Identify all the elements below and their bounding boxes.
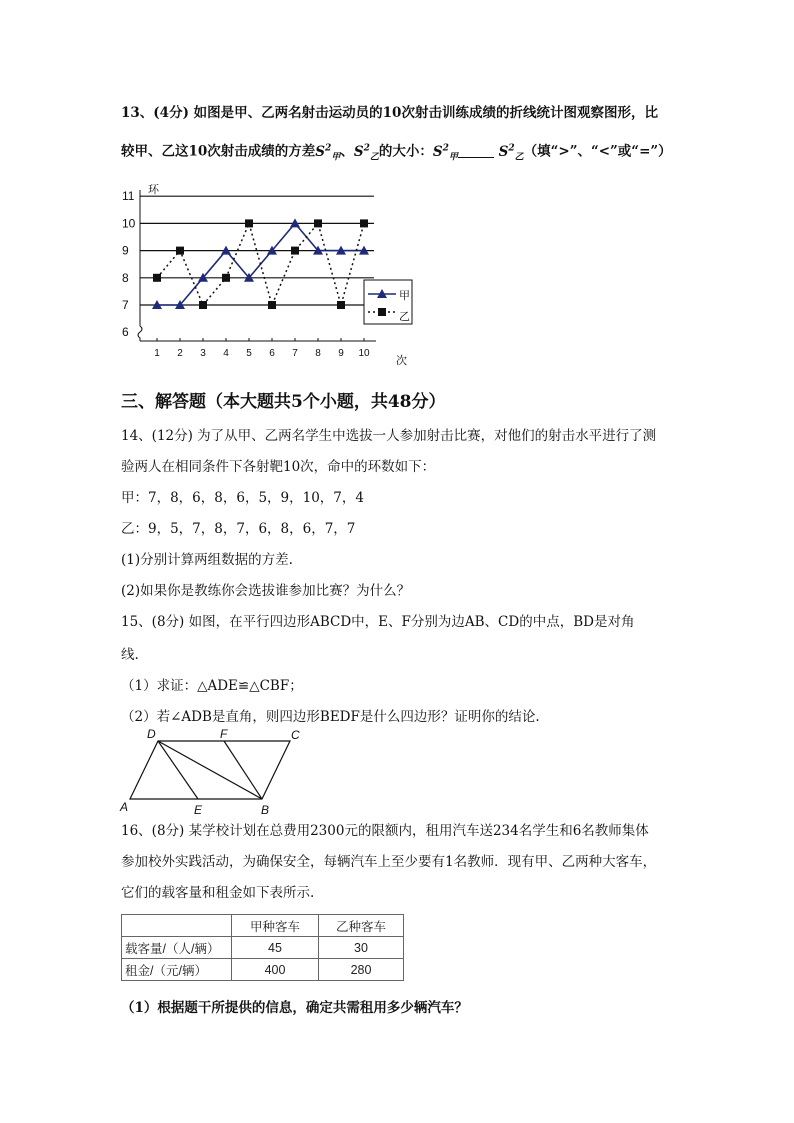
q14-line1: 14、(12分) 为了从甲、乙两名学生中选拔一人参加射击比赛，对他们的射击水平进行了测 bbox=[121, 428, 657, 444]
x-axis-title: 次 bbox=[396, 355, 407, 367]
y-tick-label: 7 bbox=[122, 298, 129, 312]
y-tick-label: 9 bbox=[122, 243, 129, 258]
y-tick-label: 6 bbox=[122, 325, 129, 340]
series-yi-point bbox=[222, 274, 230, 282]
table-cell: 280 bbox=[319, 959, 404, 981]
series-yi-point bbox=[291, 247, 299, 255]
table-header-yi: 乙种客车 bbox=[319, 915, 404, 937]
q15-line1: 15、(8分) 如图，在平行四边形ABCD中，E、F分别为边AB、CD的中点，BD是对角 bbox=[121, 614, 635, 630]
x-tick-label: 7 bbox=[292, 348, 298, 359]
bus-info-table bbox=[121, 914, 404, 981]
series-yi-point bbox=[314, 219, 322, 227]
series-yi-point bbox=[153, 274, 161, 282]
x-tick-label: 3 bbox=[200, 348, 206, 359]
table-header-row bbox=[122, 915, 404, 937]
axis-break-mark bbox=[138, 326, 142, 341]
label-c: C bbox=[291, 728, 300, 742]
table-row bbox=[122, 937, 404, 959]
q16-part1: （1）根据题干所提供的信息，确定共需租用多少辆汽车？ bbox=[121, 1000, 468, 1016]
y-tick-label: 10 bbox=[122, 216, 136, 231]
q16-line2: 参加校外实践活动，为确保安全，每辆汽车上至少要有1名教师．现有甲、乙两种大客车， bbox=[121, 854, 657, 870]
answer-variance-jia: $S^2_甲$ bbox=[432, 143, 458, 163]
q15-line2: 线. bbox=[121, 647, 139, 663]
q13-separator: 、 bbox=[340, 143, 354, 160]
x-tick-label: 5 bbox=[246, 348, 252, 359]
x-tick-label: 2 bbox=[177, 348, 183, 359]
q16-line3: 它们的载客量和租金如下表所示. bbox=[121, 885, 315, 901]
q15-part1: （1）求证：△ADE≌△CBF； bbox=[121, 678, 303, 694]
series-yi-point bbox=[199, 301, 207, 309]
table-cell bbox=[122, 915, 232, 937]
q13-line2 bbox=[121, 139, 672, 166]
answer-variance-yi: $S^2_乙$ bbox=[498, 143, 524, 163]
variance-jia-symbol: $S^2_甲$ bbox=[315, 143, 341, 163]
x-tick-label: 1 bbox=[154, 348, 160, 359]
q16-line1: 16、(8分) 某学校计划在总费用2300元的限额内，租用汽车送234名学生和6名教师集体 bbox=[121, 823, 649, 839]
q14-yi-data: 乙：9，5，7，8，7，6，8，6，7，7 bbox=[121, 521, 356, 537]
table-cell: 30 bbox=[319, 937, 404, 959]
x-tick-label: 10 bbox=[358, 348, 370, 359]
label-a: A bbox=[120, 800, 129, 814]
q13-text-a: 较甲、乙这10次射击成绩的方差 bbox=[121, 143, 316, 160]
table-cell: 租金/（元/辆） bbox=[122, 959, 232, 981]
x-tick-label: 8 bbox=[315, 348, 321, 359]
answer-blank[interactable] bbox=[458, 143, 494, 158]
parallelogram-figure bbox=[116, 726, 316, 818]
section-heading: 三、解答题（本大题共5个小题，共48分） bbox=[121, 392, 446, 412]
x-tick-label: 6 bbox=[269, 348, 275, 359]
label-b: B bbox=[261, 803, 270, 817]
x-tick-label: 9 bbox=[338, 348, 344, 359]
q13-text-c: （填“>”、“<”或“=”） bbox=[523, 143, 672, 160]
series-yi-point bbox=[268, 301, 276, 309]
segment-de bbox=[158, 741, 198, 799]
q13-line1: 13、(4分) 如图是甲、乙两名射击运动员的10次射击训练成绩的折线统计图观察图形，比 bbox=[121, 105, 658, 121]
q15-part2: （2）若∠ADB是直角，则四边形BEDF是什么四边形？证明你的结论. bbox=[121, 709, 540, 725]
table-cell: 45 bbox=[232, 937, 319, 959]
shooting-score-line-chart bbox=[110, 178, 420, 374]
series-yi-point bbox=[176, 247, 184, 255]
q14-line2: 验两人在相同条件下各射靶10次，命中的环数如下： bbox=[121, 459, 436, 475]
variance-yi-symbol: $S^2_乙$ bbox=[353, 143, 379, 163]
q14-part1: (1)分别计算两组数据的方差. bbox=[121, 552, 293, 568]
table-cell: 400 bbox=[232, 959, 319, 981]
label-f: F bbox=[220, 727, 228, 741]
q13-text-b: 的大小： bbox=[378, 143, 433, 160]
legend-jia-label: 甲 bbox=[399, 290, 410, 302]
segment-db bbox=[158, 741, 262, 799]
q14-jia-data: 甲：7，8，6，8，6，5，9，10，7，4 bbox=[121, 490, 364, 506]
series-yi-point bbox=[360, 219, 368, 227]
legend-yi-marker bbox=[378, 308, 386, 316]
label-e: E bbox=[194, 803, 203, 817]
table-cell: 载客量/（人/辆） bbox=[122, 937, 232, 959]
x-tick-label: 4 bbox=[223, 348, 229, 359]
label-d: D bbox=[147, 727, 156, 741]
y-axis-title: 环 bbox=[148, 184, 159, 196]
table-header-jia: 甲种客车 bbox=[232, 915, 319, 937]
legend-yi-label: 乙 bbox=[399, 311, 410, 323]
y-tick-label: 8 bbox=[122, 270, 129, 285]
segment-fb bbox=[224, 741, 262, 799]
series-yi-line bbox=[157, 223, 364, 305]
series-yi-point bbox=[337, 301, 345, 309]
series-yi-point bbox=[245, 219, 253, 227]
table-row bbox=[122, 959, 404, 981]
q14-part2: (2)如果你是教练你会选拔谁参加比赛？为什么？ bbox=[121, 583, 411, 599]
y-tick-label: 11 bbox=[122, 189, 135, 204]
